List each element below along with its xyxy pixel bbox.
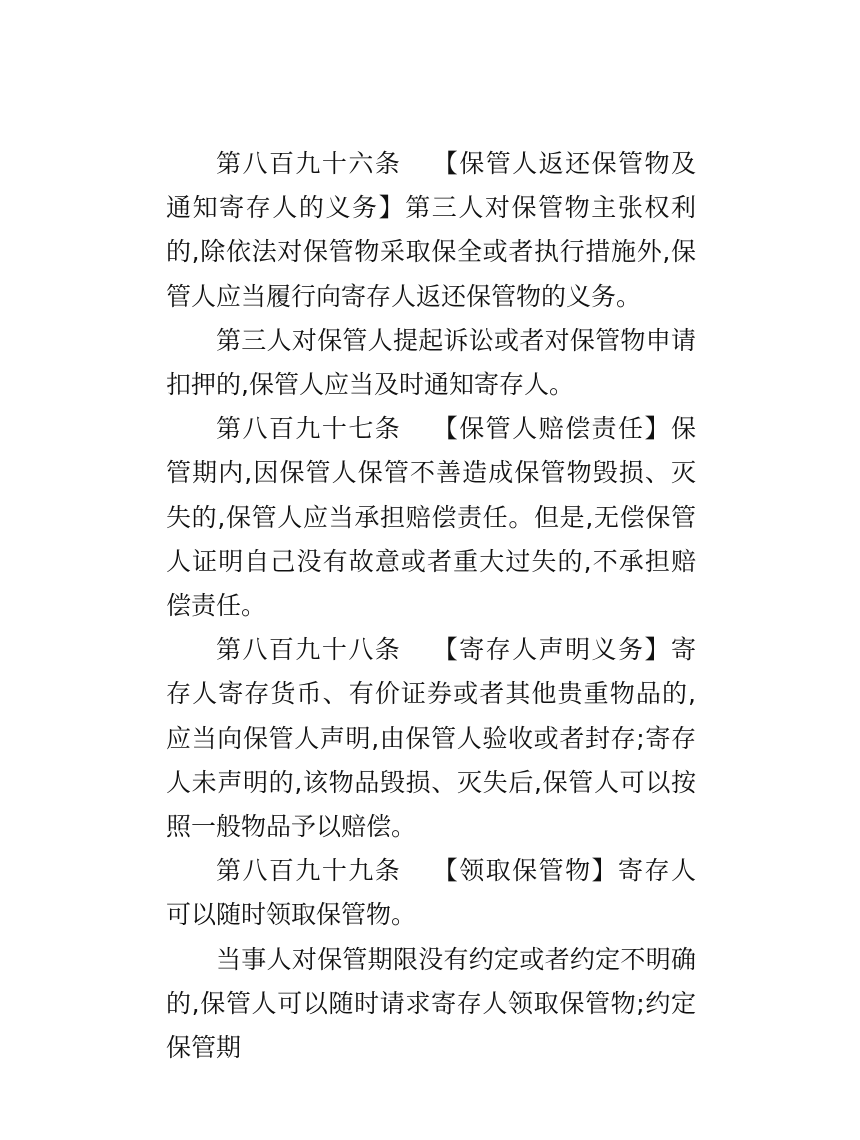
article-898-paragraph [166, 628, 696, 849]
article-text: 寄存人寄存货币、有价证券或者其他贵重物品的,应当向保管人声明,由保管人验收或者封存;寄存人未声明的,该物品毁损、灭失后,保管人可以按照一般物品予以赔偿。 [166, 635, 696, 842]
document-body [166, 142, 696, 1070]
article-title: 【保管人赔偿责任】 [431, 414, 671, 444]
article-title: 【领取保管物】 [431, 856, 619, 886]
article-896-paragraph [166, 142, 696, 319]
article-title: 【保管人返还保管物及通知寄存人的义务】 [166, 149, 696, 223]
article-text: 第三人对保管物主张权利的,除依法对保管物采取保全或者执行措施外,保管人应当履行向寄存人返还保管物的义务。 [166, 193, 696, 311]
article-899-paragraph [166, 849, 696, 937]
article-896-second-paragraph [166, 319, 696, 407]
article-number: 第八百九十八条 [216, 635, 402, 665]
article-text: 保管期内,因保管人保管不善造成保管物毁损、灭失的,保管人应当承担赔偿责任。但是,无偿保管人证明自己没有故意或者重大过失的,不承担赔偿责任。 [166, 414, 696, 621]
article-number: 第八百九十九条 [216, 856, 402, 886]
article-number: 第八百九十七条 [216, 414, 402, 444]
article-text: 寄存人可以随时领取保管物。 [166, 856, 696, 930]
article-897-paragraph [166, 407, 696, 628]
article-number: 第八百九十六条 [216, 149, 402, 178]
paragraph-text: 第三人对保管人提起诉讼或者对保管物申请扣押的,保管人应当及时通知寄存人。 [166, 325, 696, 400]
article-title: 【寄存人声明义务】 [431, 635, 671, 665]
article-899-second-paragraph [166, 938, 696, 1071]
paragraph-text: 当事人对保管期限没有约定或者约定不明确的,保管人可以随时请求寄存人领取保管物;约定保管期 [166, 944, 696, 1063]
